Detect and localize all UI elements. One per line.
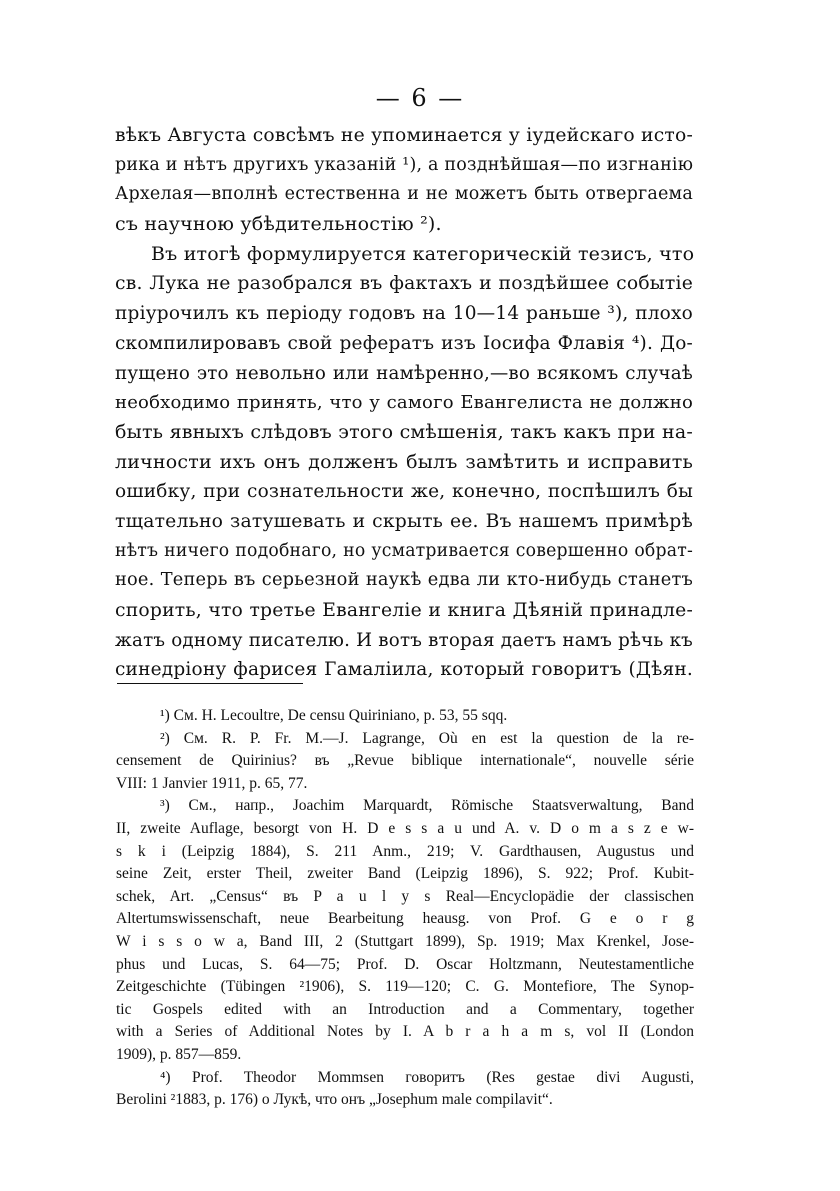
body-line: нѣтъ ничего подобнаго, но усматривается совершенно обрат-: [115, 540, 693, 561]
body-line: тщательно затушевать и скрыть ее. Въ нашемъ примѣрѣ: [115, 510, 693, 532]
body-line: Въ итогѣ формулируется категорическій тезисъ, что: [151, 242, 695, 265]
footnote-line: II, zweite Auflage, besorgt von H. D e s s a u und A. v. D o m a s z e w-: [116, 819, 694, 837]
footnote-line: phus und Lucas, S. 64—75; Prof. D. Oscar Holtzmann, Neutestamentliche: [116, 955, 694, 973]
footnote-separator: [117, 683, 303, 684]
body-line: св. Лука не разобрался въ фактахъ и поздѣйшее событіе: [115, 273, 693, 295]
body-line: съ научною убѣдительностію ²).: [115, 213, 442, 236]
footnote-line: Zeitgeschichte (Tübingen ²1906), S. 119—120; C. G. Montefiore, The Synop-: [116, 978, 694, 996]
body-line: скомпилировавъ свой рефератъ изъ Іосифа Флавія ⁴). До-: [115, 332, 693, 354]
body-line: личности ихъ онъ долженъ былъ замѣтить и исправить: [115, 450, 693, 473]
body-line: пріурочилъ къ періоду годовъ на 10—14 раньше ³), плохо: [115, 303, 693, 325]
body-line: необходимо принять, что у самого Евангелиста не должно: [115, 392, 693, 414]
page-number: — 6 —: [375, 84, 465, 112]
footnote-line: ²) См. R. P. Fr. M.—J. Lagrange, Où en est la question de la re-: [160, 729, 694, 747]
footnote-line: ⁴) Prof. Theodor Mommsen говоритъ (Res gestae divi Augusti,: [160, 1068, 694, 1086]
body-line: синедріону фарисея Гамаліила, который говоритъ (Дѣян.: [115, 659, 693, 681]
body-line: пущено это невольно или намѣренно,—во всякомъ случаѣ: [115, 362, 693, 384]
body-line: ошибку, при сознательности же, конечно, поспѣшилъ бы: [115, 481, 693, 503]
footnote-line: Berolini ²1883, p. 176) о Лукѣ, что онъ „Josephum male compilavit“.: [116, 1091, 553, 1109]
body-line: вѣкъ Августа совсѣмъ не упоминается у іудейскаго исто-: [115, 125, 694, 146]
footnote-line: tic Gospels edited with an Introduction and a Commentary, together: [116, 1000, 694, 1018]
footnote-line: Altertumswissenschaft, neue Bearbeitung heausg. von Prof. G e o r g: [116, 910, 694, 928]
footnote-line: censement de Quirinius? въ „Revue biblique internationale“, nouvelle série: [116, 752, 694, 770]
footnotes: [116, 705, 694, 1112]
body-line: спорить, что третье Евангеліе и книга Дѣяній принадле-: [115, 600, 693, 621]
body-text: [115, 121, 693, 685]
footnote-line: ¹) См. H. Lecoultre, De censu Quiriniano, p. 53, 55 sqq.: [160, 707, 508, 724]
body-line: ное. Теперь въ серьезной наукѣ едва ли кто-нибудь станетъ: [115, 570, 693, 591]
footnote-line: VIII: 1 Janvier 1911, p. 65, 77.: [116, 774, 308, 792]
body-line: Архелая—вполнѣ естественна и не можетъ быть отвергаема: [115, 184, 693, 205]
footnote-line: W i s s o w a, Band III, 2 (Stuttgart 1899), Sp. 1919; Max Krenkel, Jose-: [116, 932, 694, 950]
body-line: рика и нѣтъ другихъ указаній ¹), а позднѣйшая—по изгнанію: [115, 154, 694, 175]
footnote-line: 1909), p. 857—859.: [116, 1045, 242, 1063]
footnote-line: schek, Art. „Census“ въ P a u l y s Real—Encyclopädie der classischen: [116, 887, 694, 905]
body-line: жатъ одному писателю. И вотъ вторая даетъ намъ рѣчь къ: [115, 629, 693, 651]
footnote-line: seine Zeit, erster Theil, zweiter Band (Leipzig 1896), S. 922; Prof. Kubit-: [116, 865, 694, 883]
footnote-line: with a Series of Additional Notes by I. A b r a h a m s, vol II (London: [116, 1023, 694, 1041]
body-line: быть явныхъ слѣдовъ этого смѣшенія, такъ какъ при на-: [115, 420, 693, 443]
footnote-line: ³) См., напр., Joachim Marquardt, Römische Staatsverwaltung, Band: [160, 797, 694, 815]
footnote-line: s k i (Leipzig 1884), S. 211 Anm., 219; V. Gardthausen, Augustus und: [116, 842, 694, 860]
